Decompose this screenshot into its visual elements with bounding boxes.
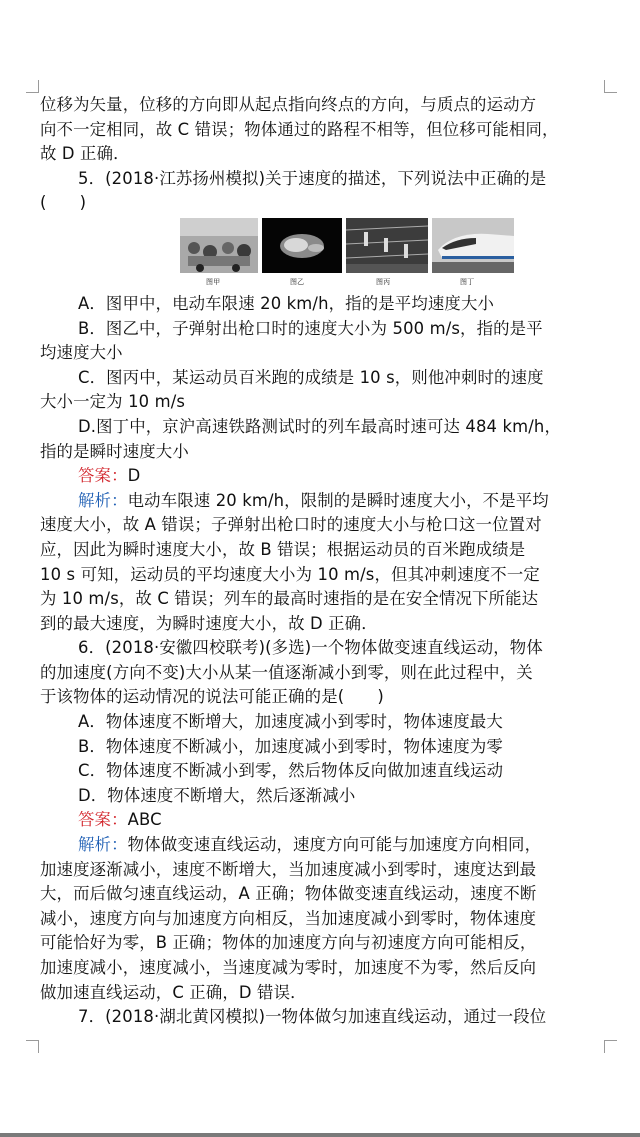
text-line: 位移为矢量，位移的方向即从起点指向终点的方向，与质点的运动方 [40,95,537,114]
text-line: 故 D 正确． [40,144,130,164]
question-6-option-b: B．物体速度不断减小，加速度减小到零时，物体速度为零 [78,736,503,756]
caption-yi: 图乙 [290,277,305,286]
question-5-figures [40,218,606,292]
question-6-option-c: C．物体速度不断减小到零，然后物体反向做加速直线运动 [78,761,504,781]
question-5-option-b-cont: 均速度大小 [40,343,123,363]
answer-value: D [127,466,141,486]
text-line: 向不一定相同，故 C 错误；物体通过的路程不相等，但位移可能相同， [40,119,559,139]
question-6-stem-cont: 于该物体的运动情况的说法可能正确的是( ) [40,687,384,707]
analysis-line: 减小，速度方向与加速度方向相反，当加速度减小到零时，物体速度 [40,908,537,928]
question-5-option-c-cont: 大小一定为 10 m/s [40,392,186,412]
crop-mark-top-right [604,80,617,93]
question-5-option-c: C．图丙中，某运动员百米跑的成绩是 10 s，则他冲刺时的速度 [78,367,544,387]
question-5-blank: ( ) [40,193,87,213]
analysis-label: 解析： [78,490,128,510]
figure-ding-train-photo [432,218,514,273]
question-5-option-d-cont: 指的是瞬时速度大小 [40,441,189,461]
analysis-line: 加速度减小，速度减小，当速度减为零时，加速度不为零，然后反向 [40,958,537,977]
caption-jia: 图甲 [206,277,221,286]
figure-captions [40,276,606,288]
analysis-line: 为 10 m/s，故 C 错误；列车的最高时速指的是在安全情况下所能达 [40,589,539,609]
figure-yi-bullet-photo [262,218,342,273]
answer-value: ABC [127,810,162,830]
analysis-line: 应，因此为瞬时速度大小，故 B 错误；根据运动员的百米跑成绩是 [40,539,526,559]
question-5-stem: 5．(2018·江苏扬州模拟)关于速度的描述，下列说法中正确的是 [78,168,547,188]
analysis-line: 到的最大速度，为瞬时速度大小，故 D 正确． [40,613,378,633]
analysis-line: 可能恰好为零，B 正确；物体的加速度方向与初速度方向可能相反， [40,933,537,953]
caption-bing: 图丙 [376,277,391,286]
question-6-stem-cont: 的加速度(方向不变)大小从某一值逐渐减小到零，则在此过程中，关 [40,662,533,682]
figure-jia-ebike-photo [180,218,258,273]
answer-label: 答案： [78,466,128,486]
question-5-analysis [40,489,606,514]
analysis-line: 加速度逐渐减小，速度不断增大，当加速度减小到零时，速度达到最 [40,859,537,879]
analysis-line: 大，而后做匀速直线运动，A 正确；物体做变速直线运动，速度不断 [40,884,537,904]
question-6-option-d: D．物体速度不断增大，然后逐渐减小 [78,785,356,805]
question-6-answer [40,808,606,833]
bottom-scroll-edge [0,1133,640,1137]
analysis-line: 做加速直线运动，C 正确，D 错误． [40,982,307,1002]
crop-mark-top-left [26,80,39,93]
analysis-line: 10 s 可知，运动员的平均速度大小为 10 m/s，但其冲刺速度不一定 [40,564,540,584]
analysis-text: 电动车限速 20 km/h，限制的是瞬时速度大小，不是平均 [127,490,549,510]
analysis-line: 速度大小，故 A 错误；子弹射出枪口时的速度大小与枪口这一位置对 [40,515,542,535]
analysis-label: 解析： [78,835,128,855]
question-7-stem: 7．(2018·湖北黄冈模拟)一物体做匀加速直线运动，通过一段位 [78,1007,547,1027]
document-page-content [40,93,606,1030]
answer-label: 答案： [78,810,128,830]
question-6-option-a: A．物体速度不断增大，加速度减小到零时，物体速度最大 [78,712,503,732]
question-6-stem: 6．(2018·安徽四校联考)(多选)一个物体做变速直线运动，物体 [78,638,543,658]
caption-ding: 图丁 [460,277,475,286]
crop-mark-bottom-left [26,1040,39,1053]
question-5-option-b: B．图乙中，子弹射出枪口时的速度大小为 500 m/s，指的是平 [78,318,543,338]
analysis-text: 物体做变速直线运动，速度方向可能与加速度方向相同， [127,835,542,855]
figure-bing-sprint-photo [346,218,428,273]
crop-mark-bottom-right [604,1040,617,1053]
question-6-analysis [40,833,606,858]
question-5-option-a: A．图甲中，电动车限速 20 km/h，指的是平均速度大小 [78,293,495,313]
question-5-option-d: D.图丁中，京沪高速铁路测试时的列车最高时速可达 484 km/h， [78,416,561,436]
question-5-answer [40,464,606,489]
